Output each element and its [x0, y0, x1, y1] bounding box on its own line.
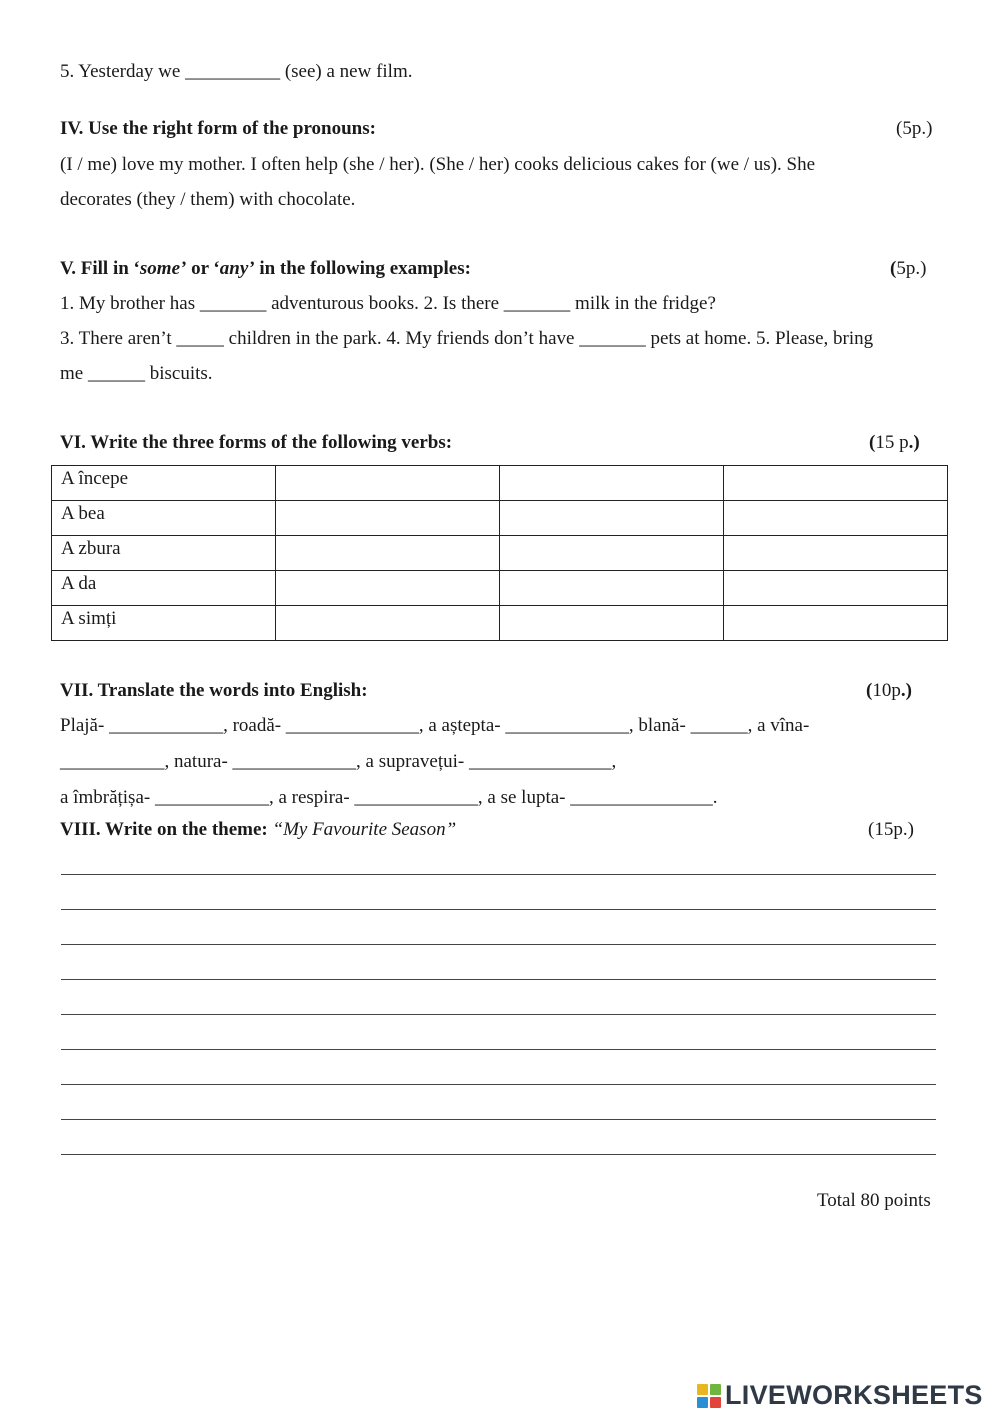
section-4-text-line-1: (I / me) love my mother. I often help (she / her). (She / her) cooks delicious cakes for (we / us). She	[60, 154, 816, 175]
verb-forms-table	[51, 465, 948, 641]
answer-cell[interactable]	[500, 536, 724, 571]
logo-text: LIVEWORKSHEETS	[725, 1380, 983, 1410]
answer-cell[interactable]	[276, 466, 500, 501]
table-row	[52, 466, 948, 501]
verb-cell: A zbura	[52, 536, 276, 571]
answer-cell[interactable]	[724, 571, 948, 606]
writing-line[interactable]	[61, 1154, 936, 1155]
section-5-line-3: me ______ biscuits.	[60, 363, 213, 384]
answer-cell[interactable]	[500, 466, 724, 501]
table-row	[52, 606, 948, 641]
writing-line[interactable]	[61, 909, 936, 910]
answer-cell[interactable]	[724, 501, 948, 536]
table-row	[52, 536, 948, 571]
writing-line[interactable]	[61, 1119, 936, 1120]
section-5-title: V. Fill in ‘some’ or ‘any’ in the following examples:	[60, 258, 471, 279]
table-row	[52, 571, 948, 606]
section-4-title: IV. Use the right form of the pronouns:	[60, 118, 376, 139]
section-5-points: (5p.)	[890, 258, 927, 279]
logo-square	[697, 1397, 708, 1408]
answer-cell[interactable]	[500, 606, 724, 641]
section-7-line-3: a îmbrățișa- ____________, a respira- _____________, a se lupta- _______________.	[60, 787, 718, 808]
writing-line[interactable]	[61, 979, 936, 980]
verb-cell: A da	[52, 571, 276, 606]
logo-mark-icon	[697, 1384, 721, 1408]
answer-cell[interactable]	[276, 571, 500, 606]
logo-square	[697, 1384, 708, 1395]
section-7-title: VII. Translate the words into English:	[60, 680, 368, 701]
answer-cell[interactable]	[724, 536, 948, 571]
section-7-points: (10p.)	[866, 680, 912, 701]
writing-line[interactable]	[61, 944, 936, 945]
section-8-points: (15p.)	[868, 819, 914, 840]
section-5-line-2: 3. There aren’t _____ children in the park. 4. My friends don’t have _______ pets at home. 5. Please, bring	[60, 328, 874, 349]
section-8-title: VIII. Write on the theme: “My Favourite Season”	[60, 819, 457, 840]
answer-cell[interactable]	[500, 501, 724, 536]
answer-cell[interactable]	[276, 536, 500, 571]
section-6-title: VI. Write the three forms of the following verbs:	[60, 432, 453, 453]
section-5-line-1: 1. My brother has _______ adventurous books. 2. Is there _______ milk in the fridge?	[60, 293, 716, 314]
writing-line[interactable]	[61, 874, 936, 875]
answer-cell[interactable]	[276, 606, 500, 641]
verb-cell: A simți	[52, 606, 276, 641]
verb-cell: A bea	[52, 501, 276, 536]
section-4-points: (5p.)	[896, 118, 933, 139]
table-row	[52, 501, 948, 536]
liveworksheets-logo	[697, 1380, 983, 1411]
answer-cell[interactable]	[724, 466, 948, 501]
logo-square	[710, 1397, 721, 1408]
section-7-line-2: ___________, natura- _____________, a supravețui- _______________,	[60, 751, 617, 772]
answer-cell[interactable]	[724, 606, 948, 641]
answer-cell[interactable]	[276, 501, 500, 536]
logo-square	[710, 1384, 721, 1395]
writing-line[interactable]	[61, 1049, 936, 1050]
total-points: Total 80 points	[817, 1190, 931, 1211]
writing-line[interactable]	[61, 1014, 936, 1015]
exercise-5-sentence: 5. Yesterday we __________ (see) a new film.	[60, 61, 413, 82]
section-7-line-1: Plajă- ____________, roadă- ______________, a aștepta- _____________, blană- ______, a vîna-	[60, 715, 810, 736]
verb-cell: A începe	[52, 466, 276, 501]
section-6-points: (15 p.)	[869, 432, 920, 453]
section-4-text-line-2: decorates (they / them) with chocolate.	[60, 189, 356, 210]
answer-cell[interactable]	[500, 571, 724, 606]
writing-line[interactable]	[61, 1084, 936, 1085]
